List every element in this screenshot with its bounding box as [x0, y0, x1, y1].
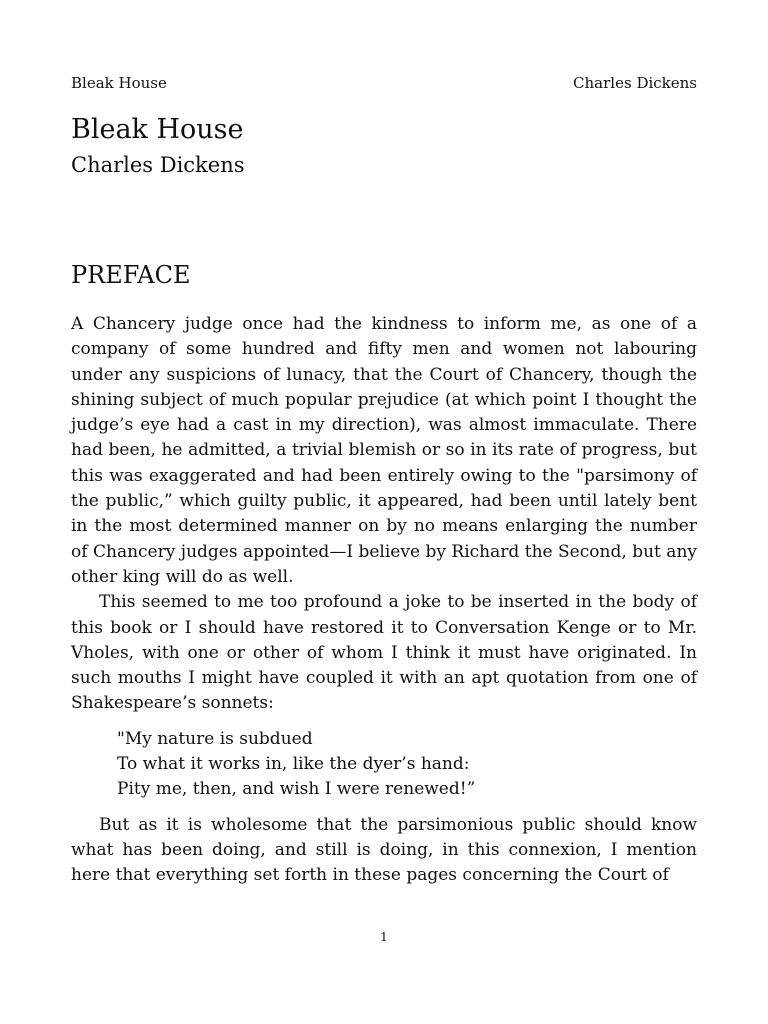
- paragraph-1: A Chancery judge once had the kindness to inform me, as one of a company of some hundred and fifty men and women not labouring under any suspicions of lunacy, that the Court of Chancery, though the shining subject of much popular prejudice (at which point I thought the judge’s eye had a cast in my direction), was almost immaculate. There had been, he admitted, a trivial blemish or so in its rate of progress, but this was exaggerated and had been entirely owing to the "parsimony of the public,” which guilty public, it appeared, had been until lately bent in the most determined manner on by no means enlarging the number of Chancery judges appointed—I believe by Richard the Second, but any other king will do as well.: [71, 314, 697, 587]
- paragraph-2: This seemed to me too profound a joke to be inserted in the body of this book or I should have restored it to Conversation Kenge or to Mr. Vholes, with one or other of whom I think it must have originated. In such mouths I might have coupled it with an apt quotation from one of Shakespeare’s sonnets:: [71, 592, 697, 714]
- header-author: Charles Dickens: [573, 74, 697, 92]
- book-author: Charles Dickens: [71, 153, 245, 177]
- quote-line-2: To what it works in, like the dyer’s hand:: [117, 754, 470, 775]
- running-header: [71, 74, 697, 94]
- paragraph-3: But as it is wholesome that the parsimonious public should know what has been doing, and still is doing, in this connexion, I mention here that everything set forth in these pages concerning the Court of: [71, 814, 697, 886]
- header-book-title: Bleak House: [71, 74, 167, 92]
- body-text: [71, 312, 697, 889]
- section-heading: PREFACE: [71, 261, 191, 289]
- page-number: 1: [380, 930, 388, 944]
- quote-line-1: "My nature is subdued: [117, 728, 313, 749]
- sonnet-quotation: [117, 727, 697, 803]
- quote-line-3: Pity me, then, and wish I were renewed!”: [117, 779, 476, 800]
- book-title: Bleak House: [71, 114, 244, 145]
